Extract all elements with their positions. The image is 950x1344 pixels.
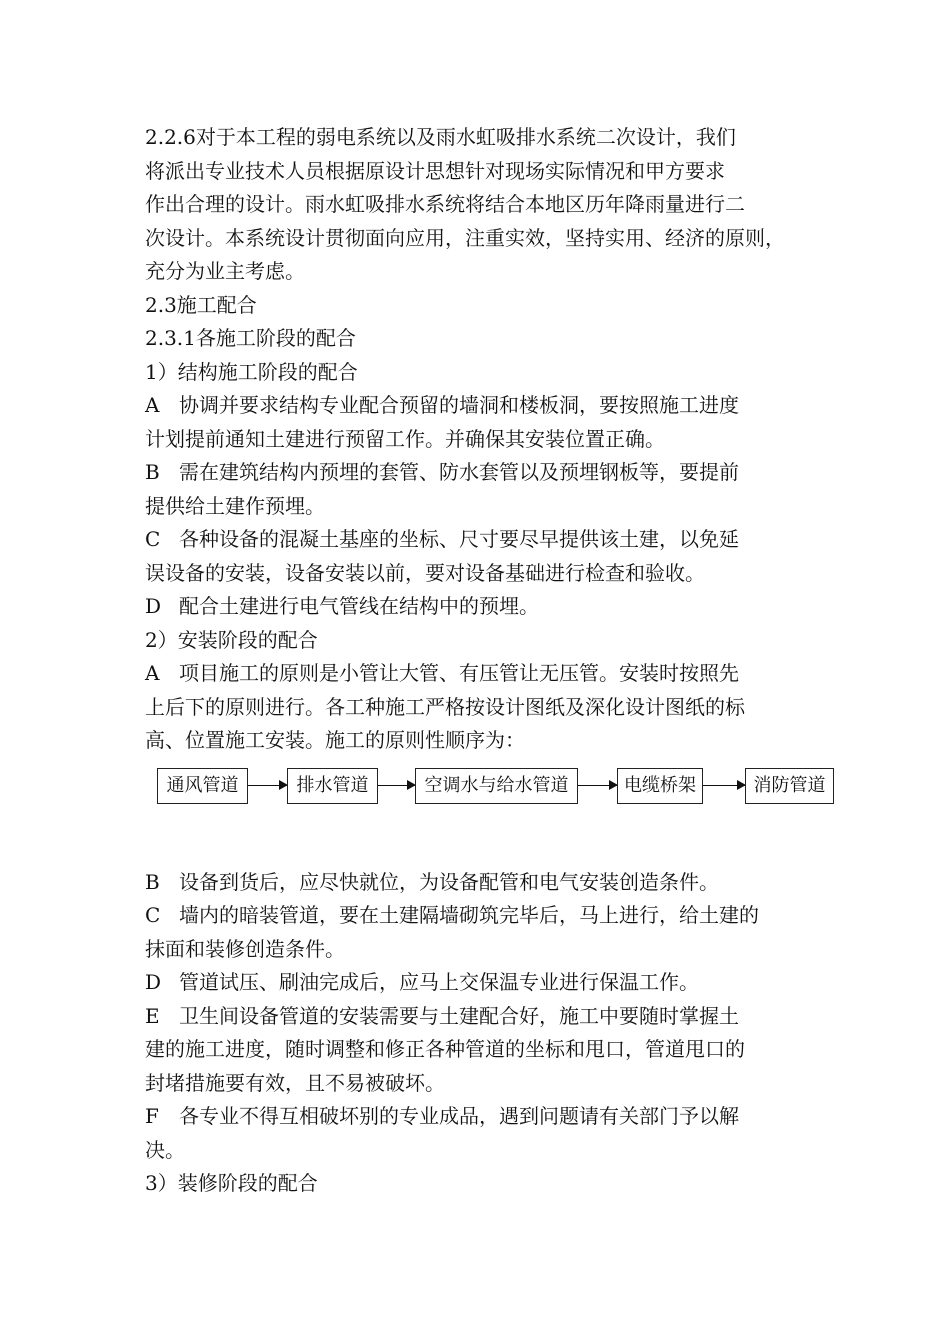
text-line <box>145 866 830 900</box>
item-label: A <box>145 393 160 417</box>
text-line: 上后下的原则进行。各工种施工严格按设计图纸及深化设计图纸的标 <box>145 694 745 719</box>
text-line <box>145 1100 830 1134</box>
text-line: 提供给土建作预埋。 <box>145 493 325 518</box>
item-text: 设备到货后，应尽快就位，为设备配管和电气安装创造条件。 <box>179 869 719 894</box>
section-title-decoration-stage: 3）装修阶段的配合 <box>145 1171 318 1195</box>
list-item <box>145 456 830 523</box>
flow-arrow <box>248 785 287 786</box>
text-line: 封堵措施要有效，且不易被破坏。 <box>145 1070 445 1095</box>
item-text: 卫生间设备管道的安装需要与土建配合好，施工中要随时掌握土 <box>179 1003 739 1028</box>
list-item <box>145 657 830 758</box>
item-label: D <box>145 970 162 994</box>
flow-box-drainage-pipe: 排水管道 <box>287 768 378 804</box>
heading-2-3-1: 2.3.1各施工阶段的配合 <box>145 326 356 350</box>
document-body <box>145 121 830 1201</box>
list-item <box>145 866 830 900</box>
item-text: 协调并要求结构专业配合预留的墙洞和楼板洞，要按照施工进度 <box>179 393 739 417</box>
text-line: 次设计。本系统设计贯彻面向应用，注重实效，坚持实用、经济的原则， <box>145 225 785 250</box>
flow-arrow <box>703 785 745 786</box>
list-item <box>145 1100 830 1167</box>
item-label: B <box>145 869 160 894</box>
flow-arrow <box>578 785 617 786</box>
item-text: 各种设备的混凝土基座的坐标、尺寸要尽早提供该土建，以免延 <box>179 527 739 551</box>
item-text: 项目施工的原则是小管让大管、有压管让无压管。安装时按照先 <box>179 661 739 685</box>
text-line <box>145 966 830 1000</box>
text-line: 作出合理的设计。雨水虹吸排水系统将结合本地区历年降雨量进行二 <box>145 192 745 216</box>
heading-2-3: 2.3施工配合 <box>145 292 257 317</box>
list-item <box>145 1000 830 1101</box>
item-label: B <box>145 460 160 484</box>
text-line: 高、位置施工安装。施工的原则性顺序为： <box>145 728 525 752</box>
item-label: C <box>145 903 161 927</box>
text-line: 建的施工进度，随时调整和修正各种管道的坐标和甩口，管道甩口的 <box>145 1037 745 1061</box>
text-line: 2.2.6对于本工程的弱电系统以及雨水虹吸排水系统二次设计，我们 <box>145 125 736 149</box>
text-line: 将派出专业技术人员根据原设计思想针对现场实际情况和甲方要求 <box>145 158 725 183</box>
text-line <box>145 456 830 490</box>
flow-box-fire-pipe: 消防管道 <box>745 768 834 804</box>
construction-sequence-flowchart <box>145 766 830 838</box>
text-line <box>145 899 830 933</box>
text-line <box>145 590 830 624</box>
list-item <box>145 523 830 590</box>
section-title-install-stage: 2）安装阶段的配合 <box>145 627 318 652</box>
item-label: C <box>145 527 161 551</box>
item-label: A <box>145 661 160 685</box>
section-title-structure-stage: 1）结构施工阶段的配合 <box>145 359 358 384</box>
text-line <box>145 523 830 557</box>
text-line: 决。 <box>145 1137 185 1162</box>
flow-box-ac-water-supply: 空调水与给水管道 <box>415 768 578 804</box>
item-text: 墙内的暗装管道，要在土建隔墙砌筑完毕后，马上进行，给土建的 <box>179 903 759 927</box>
flow-box-cable-tray: 电缆桥架 <box>617 768 703 804</box>
text-line <box>145 1000 830 1034</box>
flow-arrow <box>378 785 415 786</box>
item-label: E <box>145 1003 160 1028</box>
list-item <box>145 899 830 966</box>
text-line: 充分为业主考虑。 <box>145 259 305 283</box>
text-line <box>145 389 830 423</box>
text-line: 计划提前通知土建进行预留工作。并确保其安装位置正确。 <box>145 426 665 451</box>
flow-box-ventilation-duct: 通风管道 <box>157 768 248 804</box>
item-text: 各专业不得互相破坏别的专业成品，遇到问题请有关部门予以解 <box>179 1104 739 1128</box>
paragraph-2-2-6 <box>145 121 830 289</box>
item-text: 管道试压、刷油完成后，应马上交保温专业进行保温工作。 <box>179 970 699 994</box>
text-line: 抹面和装修创造条件。 <box>145 936 345 961</box>
item-label: D <box>145 594 162 618</box>
list-item <box>145 966 830 1000</box>
item-label: F <box>145 1104 159 1128</box>
list-item <box>145 590 830 624</box>
text-line <box>145 657 830 691</box>
list-item <box>145 389 830 456</box>
item-text: 需在建筑结构内预埋的套管、防水套管以及预埋钢板等，要提前 <box>179 460 739 484</box>
text-line: 误设备的安装，设备安装以前，要对设备基础进行检查和验收。 <box>145 560 705 585</box>
item-text: 配合土建进行电气管线在结构中的预埋。 <box>179 594 539 618</box>
